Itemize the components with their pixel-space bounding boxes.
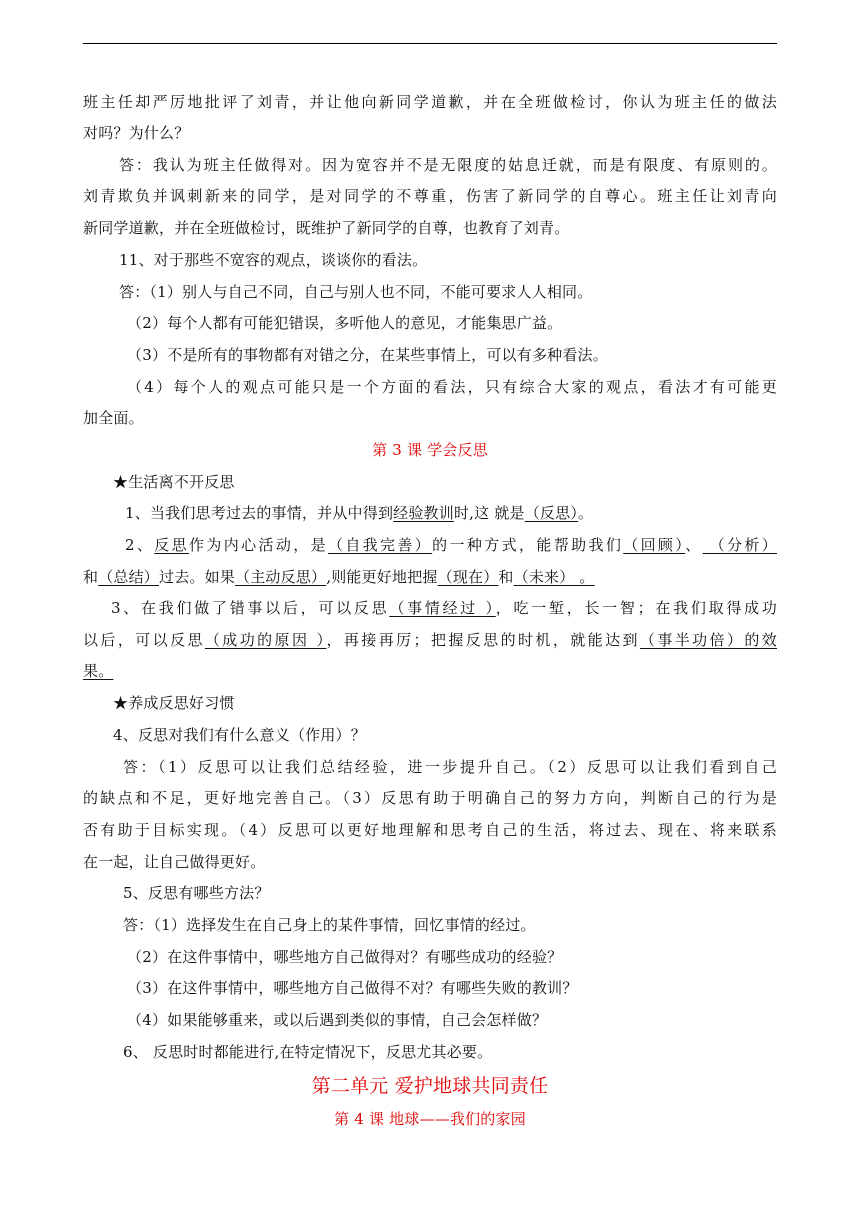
answer-4-line: 的缺点和不足，更好地完善自己。（3）反思有助于明确自己的努力方向，判断自己的行为是	[83, 789, 777, 807]
question-3-line-3: 果。	[83, 662, 114, 680]
question-2-line-1: 2、反思作为内心活动，是（自我完善）的一种方式，能帮助我们（回顾）、 （分析）	[125, 536, 777, 554]
question-6: 6、 反思时时都能进行,在特定情况下，反思尤其必要。	[123, 1043, 493, 1061]
question-5: 5、反思有哪些方法？	[123, 884, 270, 902]
answer-4-line: 否有助于目标实现。（4）反思可以更好地理解和思考自己的生活，将过去、现在、将来联系	[83, 821, 777, 839]
question-3-line-1: 3、在我们做了错事以后，可以反思（事情经过 ），吃一堑，长一智；在我们取得成功	[111, 599, 778, 617]
text-line: 11、对于那些不宽容的观点，谈谈你的看法。	[119, 251, 428, 269]
question-1: 1、当我们思考过去的事情，并从中得到经验教训时,这 就是（反思）。	[125, 504, 594, 522]
text-line: （3）不是所有的事物都有对错之分，在某些事情上，可以有多种看法。	[127, 346, 608, 364]
text-line: 班主任却严厉地批评了刘青，并让他向新同学道歉，并在全班做检讨，你认为班主任的做法	[83, 93, 777, 111]
text-line: 加全面。	[83, 409, 144, 427]
text-line: 刘青欺负并讽刺新来的同学，是对同学的不尊重，伤害了新同学的自尊心。班主任让刘青向	[83, 187, 777, 205]
section-heading: ★养成反思好习惯	[113, 694, 235, 712]
section-heading: ★生活离不开反思	[113, 473, 235, 491]
lesson-4-title: 第 4 课 地球——我们的家园	[334, 1110, 526, 1128]
text-line: 答：（1）别人与自己不同，自己与别人也不同，不能可要求人人相同。	[119, 283, 593, 301]
text-line: 新同学道歉，并在全班做检讨，既维护了新同学的自尊，也教育了刘青。	[83, 219, 570, 237]
question-3-line-2: 以后，可以反思（成功的原因 ），再接再厉；把握反思的时机，就能达到（事半功倍）的效	[83, 631, 777, 649]
answer-5-line: （2）在这件事情中，哪些地方自己做得对？有哪些成功的经验？	[127, 948, 563, 966]
question-2-line-2: 和（总结）过去。如果（主动反思）,则能更好地把握（现在）和（未来） 。	[83, 568, 595, 586]
text-line: 对吗？为什么？	[83, 124, 190, 142]
answer-4-line: 在一起，让自己做得更好。	[83, 853, 266, 871]
text-line: （4）每个人的观点可能只是一个方面的看法，只有综合大家的观点，看法才有可能更	[127, 378, 777, 396]
unit-2-title: 第二单元 爱护地球共同责任	[311, 1075, 549, 1097]
answer-4-line: 答：（1）反思可以让我们总结经验，进一步提升自己。（2）反思可以让我们看到自己	[123, 758, 777, 776]
answer-5-line: 答：（1）选择发生在自己身上的某件事情，回忆事情的经过。	[123, 916, 536, 934]
lesson-3-title: 第 3 课 学会反思	[372, 441, 488, 459]
header-rule	[83, 43, 777, 44]
answer-5-line: （3）在这件事情中，哪些地方自己做得不对？有哪些失败的教训？	[127, 979, 578, 997]
text-line: （2）每个人都有可能犯错误，多听他人的意见，才能集思广益。	[127, 314, 563, 332]
answer-5-line: （4）如果能够重来，或以后遇到类似的事情，自己会怎样做？	[127, 1011, 548, 1029]
text-line: 答：我认为班主任做得对。因为宽容并不是无限度的姑息迁就，而是有限度、有原则的。	[119, 156, 777, 174]
question-4: 4、反思对我们有什么意义（作用）？	[113, 726, 366, 744]
